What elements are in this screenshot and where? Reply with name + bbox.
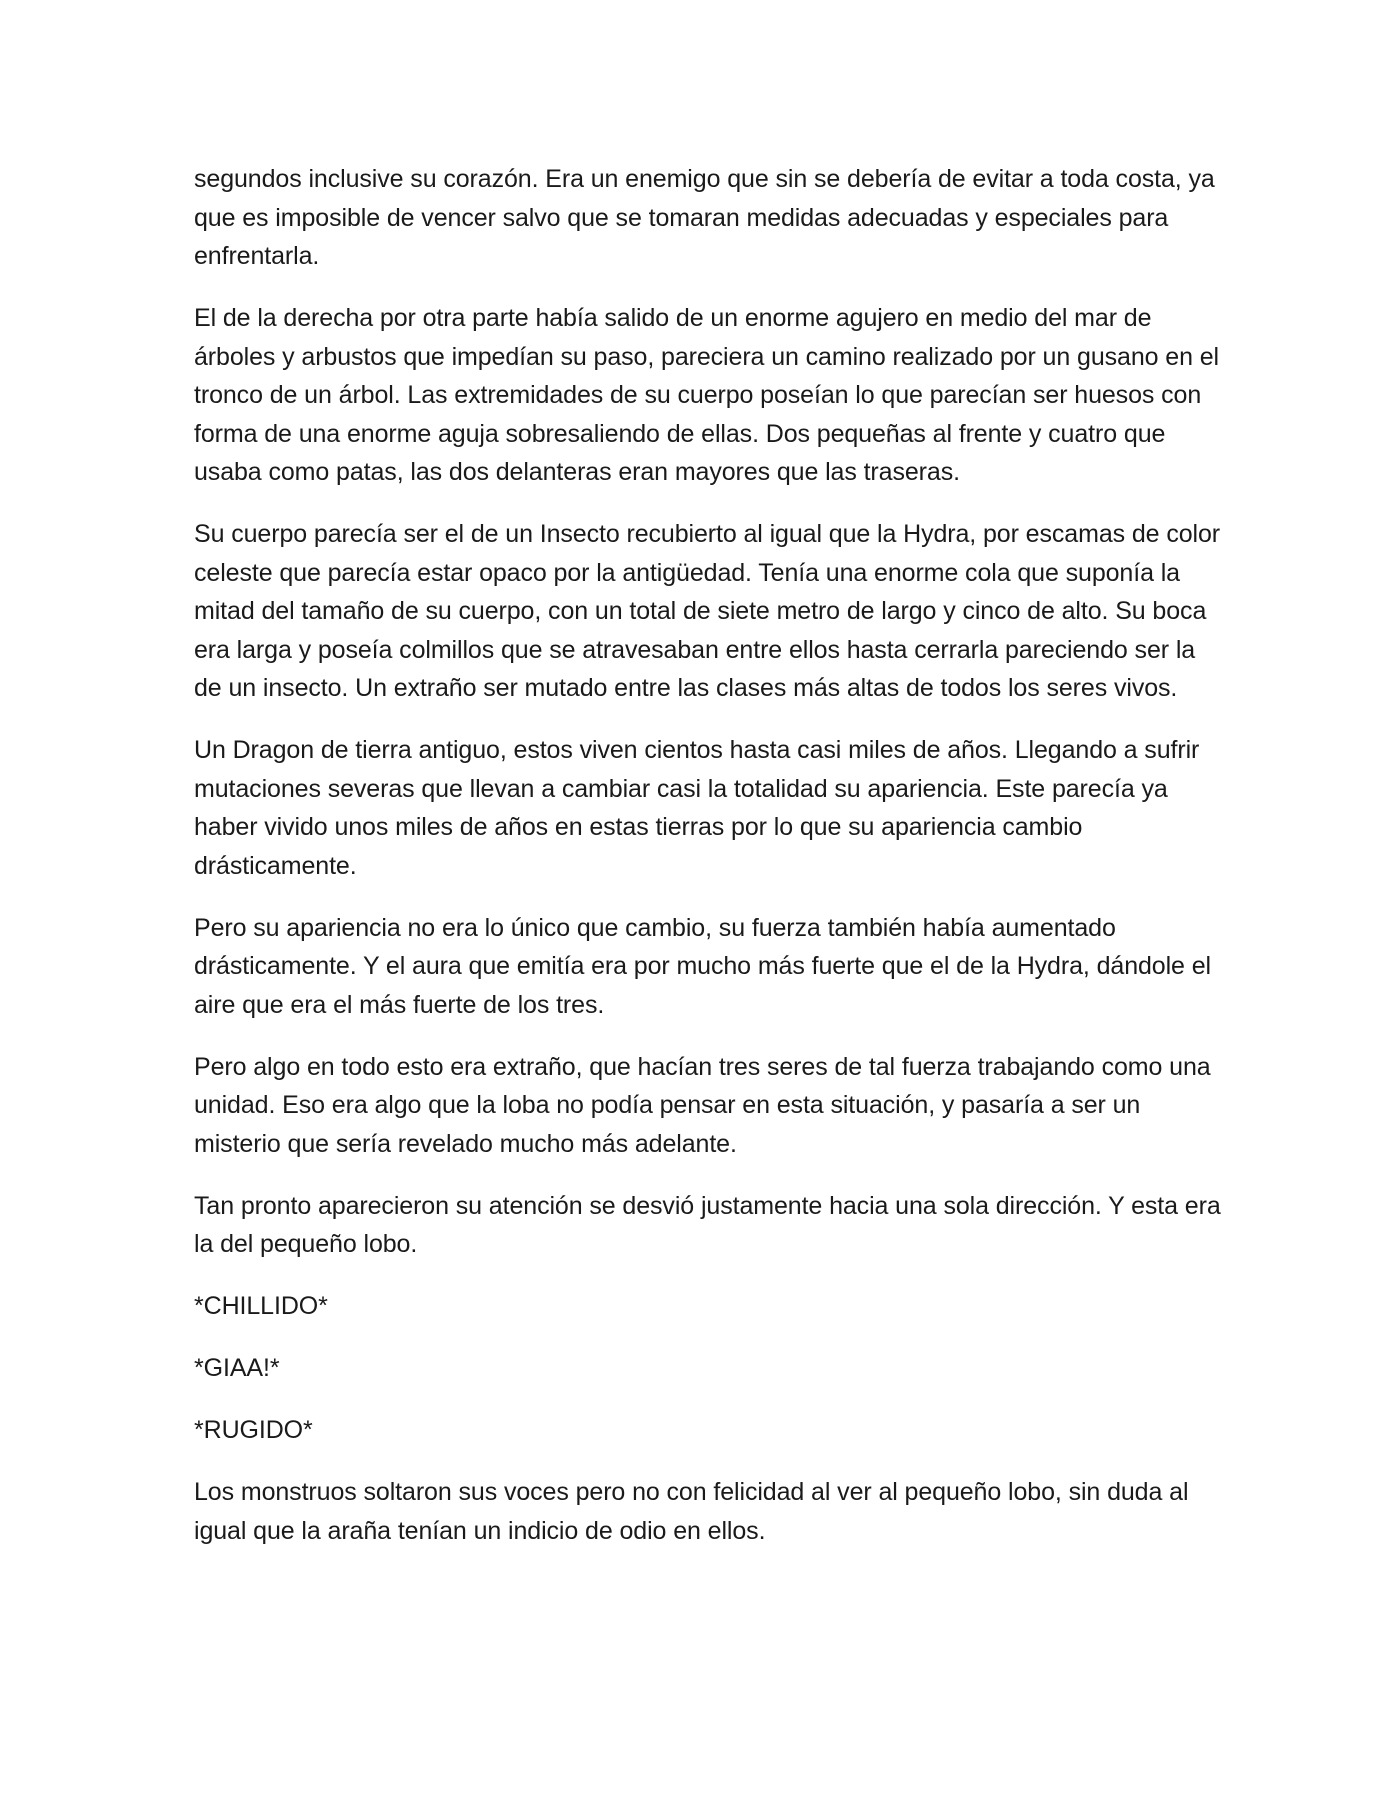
paragraph: segundos inclusive su corazón. Era un enemigo que sin se debería de evitar a toda costa, ya que es imposible de vencer salvo que se tomaran medidas adecuadas y especiales para enfrentarla. (194, 165, 1215, 270)
paragraph: Pero su apariencia no era lo único que cambio, su fuerza también había aumentado drásticamente. Y el aura que emitía era por mucho más fuerte que el de la Hydra, dándole el aire que era el más fuerte de los tres. (194, 913, 1211, 1019)
paragraph: Pero algo en todo esto era extraño, que hacían tres seres de tal fuerza trabajando como una unidad. Eso era algo que la loba no podía pensar en esta situación, y pasaría a ser un misterio que sería revelado mucho más adelante. (194, 1052, 1211, 1158)
paragraph: El de la derecha por otra parte había salido de un enorme agujero en medio del mar de árboles y arbustos que impedían su paso, pareciera un camino realizado por un gusano en el tronco de un árbol. Las extremidades de su cuerpo poseían lo que parecían ser huesos con forma de una enorme aguja sobresaliendo de ellas. Dos pequeñas al frente y cuatro que usaba como patas, las dos delanteras eran mayores que las traseras. (194, 304, 1219, 486)
sound-effect-line: *RUGIDO* (194, 1416, 313, 1444)
paragraph: Un Dragon de tierra antiguo, estos viven cientos hasta casi miles de años. Llegando a sufrir mutaciones severas que llevan a cambiar casi la totalidad su apariencia. Este parecía ya haber vivido unos miles de años en estas tierras por lo que su apariencia cambio drásticamente. (194, 736, 1200, 880)
document-body (194, 160, 1224, 1574)
paragraph: Su cuerpo parecía ser el de un Insecto recubierto al igual que la Hydra, por escamas de color celeste que parecía estar opaco por la antigüedad. Tenía una enorme cola que suponía la mitad del tamaño de su cuerpo, con un total de siete metro de largo y cinco de alto. Su boca era larga y poseía colmillos que se atravesaban entre ellos hasta cerrarla pareciendo ser la de un insecto. Un extraño ser mutado entre las clases más altas de todos los seres vivos. (194, 520, 1221, 702)
paragraph: Los monstruos soltaron sus voces pero no con felicidad al ver al pequeño lobo, sin duda al igual que la araña tenían un indicio de odio en ellos. (194, 1478, 1189, 1545)
paragraph: Tan pronto aparecieron su atención se desvió justamente hacia una sola dirección. Y esta era la del pequeño lobo. (194, 1191, 1221, 1258)
sound-effect-line: *GIAA!* (194, 1354, 280, 1382)
sound-effect-line: *CHILLIDO* (194, 1292, 328, 1320)
